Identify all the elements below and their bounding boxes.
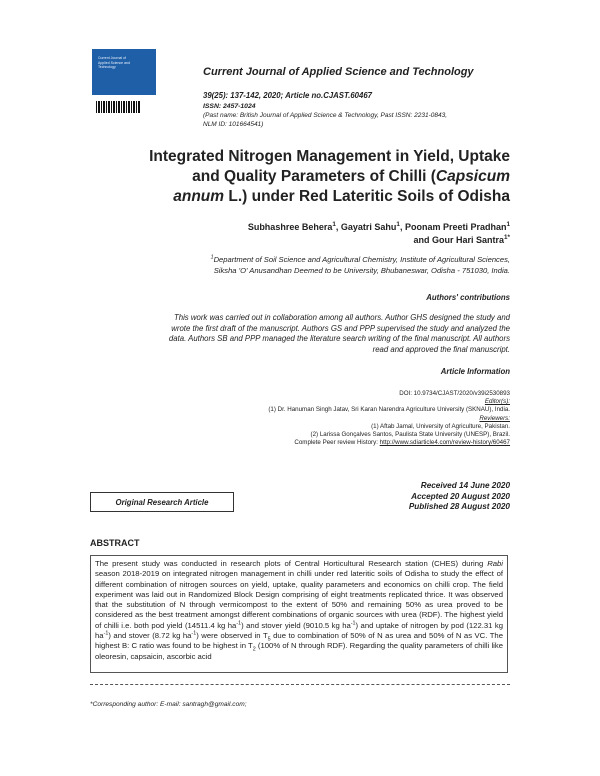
cover-line: Current Journal of (98, 56, 127, 60)
date-published: Published 28 August 2020 (408, 502, 510, 511)
author-affil-mark: 1 (396, 221, 400, 228)
author-name: and Gour Hari Santra (413, 235, 505, 245)
issn: ISSN: 2457-1024 (203, 103, 256, 110)
abstract-box (90, 555, 508, 673)
title-text: and Quality Parameters of Chilli ( (192, 168, 436, 185)
title-italic: Capsicum (435, 168, 510, 185)
reviewer-entry: (1) Aftab Jamal, University of Agriculture, Pakistan. (371, 422, 510, 430)
past-name-line: NLM ID: 101664541) (203, 121, 264, 128)
contributions-text (85, 313, 510, 355)
review-history-link[interactable]: http://www.sdiarticle4.com/review-history/60467 (379, 439, 510, 447)
unit-exponent: -1 (350, 620, 356, 627)
contrib-line: read and approved the final manuscript. (372, 344, 510, 354)
treatment-subscript: 5 (267, 636, 271, 643)
author-list (140, 221, 510, 247)
reviewers-label: Reviewers: (479, 414, 510, 422)
article-dates (300, 481, 510, 513)
abstract-text: ) were observed in T (196, 631, 268, 641)
article-info-heading: Article Information (440, 367, 510, 376)
treatment-subscript: 2 (252, 646, 256, 653)
doi: DOI: 10.9734/CJAST/2020/v39i2530893 (399, 390, 510, 397)
contrib-line: This work was carried out in collaboration among all authors. Author GHS designed the study and (173, 313, 510, 322)
citation: 39(25): 137-142, 2020; Article no.CJAST.60467 (203, 91, 373, 100)
unit-exponent: -1 (191, 630, 197, 637)
title-line (100, 167, 510, 187)
title-italic: annum (173, 188, 225, 205)
abstract-text: due to combination of 50% of N as urea and 50% of N as VC. The highest B: C ratio was found to be highest in T (95, 631, 503, 651)
abstract-text: The present study was conducted in research plots of Central Horticultural Research station (CHES) during (95, 559, 488, 568)
author-name: Subhashree Behera (247, 222, 333, 232)
author-affil-mark: 1* (504, 234, 510, 241)
author-line (140, 234, 510, 247)
cover-line: Technology (98, 65, 116, 69)
affiliation-text: Department of Soil Science and Agricultural Chemistry, Institute of Agricultural Sciences, (213, 255, 510, 264)
abstract-text: ) and uptake of nitrogen by pod (122.31 kg ha (95, 620, 503, 641)
journal-cover-text (98, 56, 150, 70)
cover-line: Applied Science and (98, 60, 130, 65)
contrib-line: wrote the first draft of the manuscript. Authors GS and PPP supervised the study and analyzed the (171, 323, 510, 333)
footnote-divider (90, 684, 510, 685)
title-text: L.) under Red Lateritic Soils of Odisha (224, 188, 510, 205)
title-line: Integrated Nitrogen Management in Yield, Uptake (149, 148, 510, 165)
editors-label: Editor(s): (484, 398, 510, 406)
contrib-line: data. Authors SB and PPP managed the literature search writing of the final manuscript. All authors (168, 334, 510, 343)
affiliation (120, 254, 510, 276)
abstract-text: (100% of N through RDF). Regarding the quality parameters of chilli like oleoresin, capsaicin, ascorbic acid (95, 641, 503, 661)
title-line (100, 187, 510, 207)
author-sep: , (335, 222, 341, 232)
article-type-box (90, 492, 234, 512)
review-history-label: Complete Peer review History: (294, 439, 380, 447)
author-line (140, 221, 510, 234)
affiliation-line: Siksha 'O' Anusandhan Deemed to be University, Bhubaneswar, Odisha - 751030, India. (213, 266, 510, 275)
past-name-line: (Past name: British Journal of Applied Science & Technology, Past ISSN: 2231-0843, (203, 112, 448, 119)
review-history (150, 439, 510, 447)
unit-exponent: -1 (103, 630, 109, 637)
author-name: Poonam Preeti Pradhan (404, 222, 507, 232)
journal-name: Current Journal of Applied Science and Technology (203, 66, 474, 78)
abstract-heading: ABSTRACT (90, 538, 140, 548)
editor-entry: (1) Dr. Hanuman Singh Jatav, Sri Karan Narendra Agriculture University (SKNAU), India. (268, 406, 510, 414)
date-accepted: Accepted 20 August 2020 (411, 491, 510, 501)
unit-exponent: -1 (236, 620, 242, 627)
author-name: Gayatri Sahu (340, 222, 397, 232)
author-affil-mark: 1 (332, 221, 336, 228)
affiliation-line (120, 254, 510, 265)
past-name (203, 111, 493, 129)
abstract-italic: Rabi (487, 559, 503, 568)
contributions-heading: Authors' contributions (426, 293, 510, 302)
abstract-text: ) and stover yield (9010.5 kg ha (241, 620, 351, 630)
author-sep: , (399, 222, 405, 232)
article-info (150, 390, 510, 447)
barcode-icon (96, 101, 140, 113)
affiliation-mark: 1 (210, 254, 214, 261)
reviewer-entry: (2) Larissa Gonçalves Santos, Paulista State University (UNESP), Brazil. (310, 431, 510, 439)
corresponding-author: *Corresponding author: E-mail: santragh@gmail.com; (90, 701, 247, 708)
abstract-text: season 2018-2019 on integrated nitrogen management in chilli under red lateritic soils of Odisha to study the effect of different combination of nitrogen sources on yield, uptake, quality parameters and economics on chilli crop. The field experiment was laid out in Randomized Block Design comprising of eight treatments replicated thrice. It was observed that the substitution of N through vermicompost to the extent of 50% and remaining 50% as urea proved to be considered as the best treatment amongst different combinations of organic sources with urea (RDF). The highest yield of chilli i.e. both pod yield (14511.4 kg ha (95, 569, 503, 630)
paper-title (100, 147, 510, 207)
article-type: Original Research Article (115, 497, 209, 507)
abstract-text: ) and stover (8.72 kg ha (108, 631, 192, 641)
date-received: Received 14 June 2020 (420, 481, 510, 490)
author-affil-mark: 1 (506, 221, 510, 228)
